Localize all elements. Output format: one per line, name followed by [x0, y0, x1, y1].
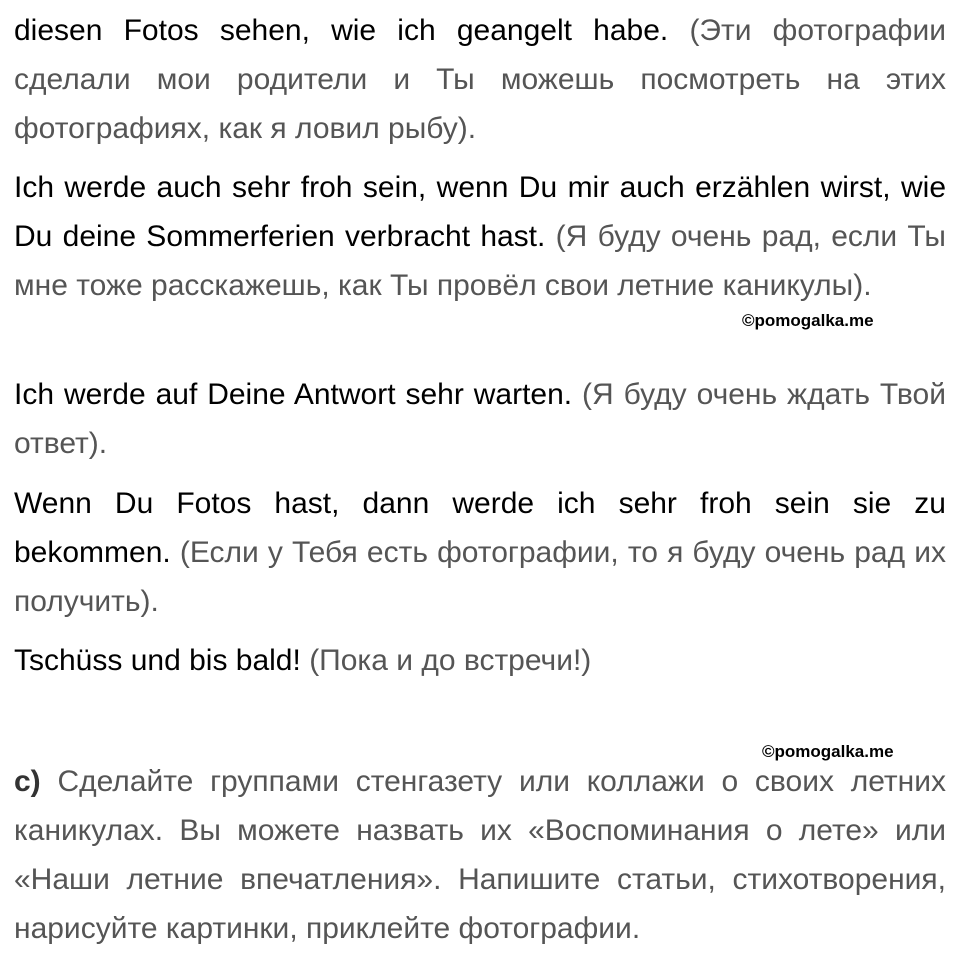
- task-label: c): [14, 765, 41, 798]
- russian-translation: (Если у Тебя есть фотографии, то я буду очень рад их получить).: [14, 536, 946, 618]
- russian-translation: (Я буду очень ждать Твой ответ).: [14, 378, 946, 460]
- german-sentence: Wenn Du Fotos hast, dann werde ich sehr froh sein sie zu bekommen.: [14, 487, 946, 569]
- russian-translation: (Я буду очень рад, если Ты мне тоже расскажешь, как Ты провёл свои летние каникулы).: [14, 220, 946, 302]
- paragraph-3: [14, 370, 946, 468]
- watermark: ©pomogalka.me: [742, 311, 874, 330]
- task-c: [14, 757, 946, 953]
- task-text: Сделайте группами стенгазету или коллажи о своих летних каникулах. Вы можете назвать их «Воспоминания о лете» или «Наши летние впечатления». Напишите статьи, стихотворения, нарисуйте картинки, приклейте фотографии.: [14, 765, 946, 945]
- paragraph-5: [14, 636, 946, 685]
- russian-translation: (Эти фотографии сделали мои родители и Ты можешь посмотреть на этих фотографиях, как я ловил рыбу).: [14, 14, 946, 145]
- german-sentence: Ich werde auf Deine Antwort sehr warten.: [14, 378, 573, 411]
- german-sentence: Tschüss und bis bald!: [14, 644, 301, 677]
- german-sentence: diesen Fotos sehen, wie ich geangelt habe.: [14, 14, 669, 47]
- paragraph-2: [14, 163, 946, 310]
- german-sentence: Ich werde auch sehr froh sein, wenn Du mir auch erzählen wirst, wie Du deine Sommerferien verbracht hast.: [14, 171, 946, 253]
- watermark: ©pomogalka.me: [762, 742, 894, 761]
- russian-translation: (Пока и до встречи!): [309, 644, 592, 677]
- paragraph-4: [14, 479, 946, 626]
- paragraph-1: [14, 6, 946, 153]
